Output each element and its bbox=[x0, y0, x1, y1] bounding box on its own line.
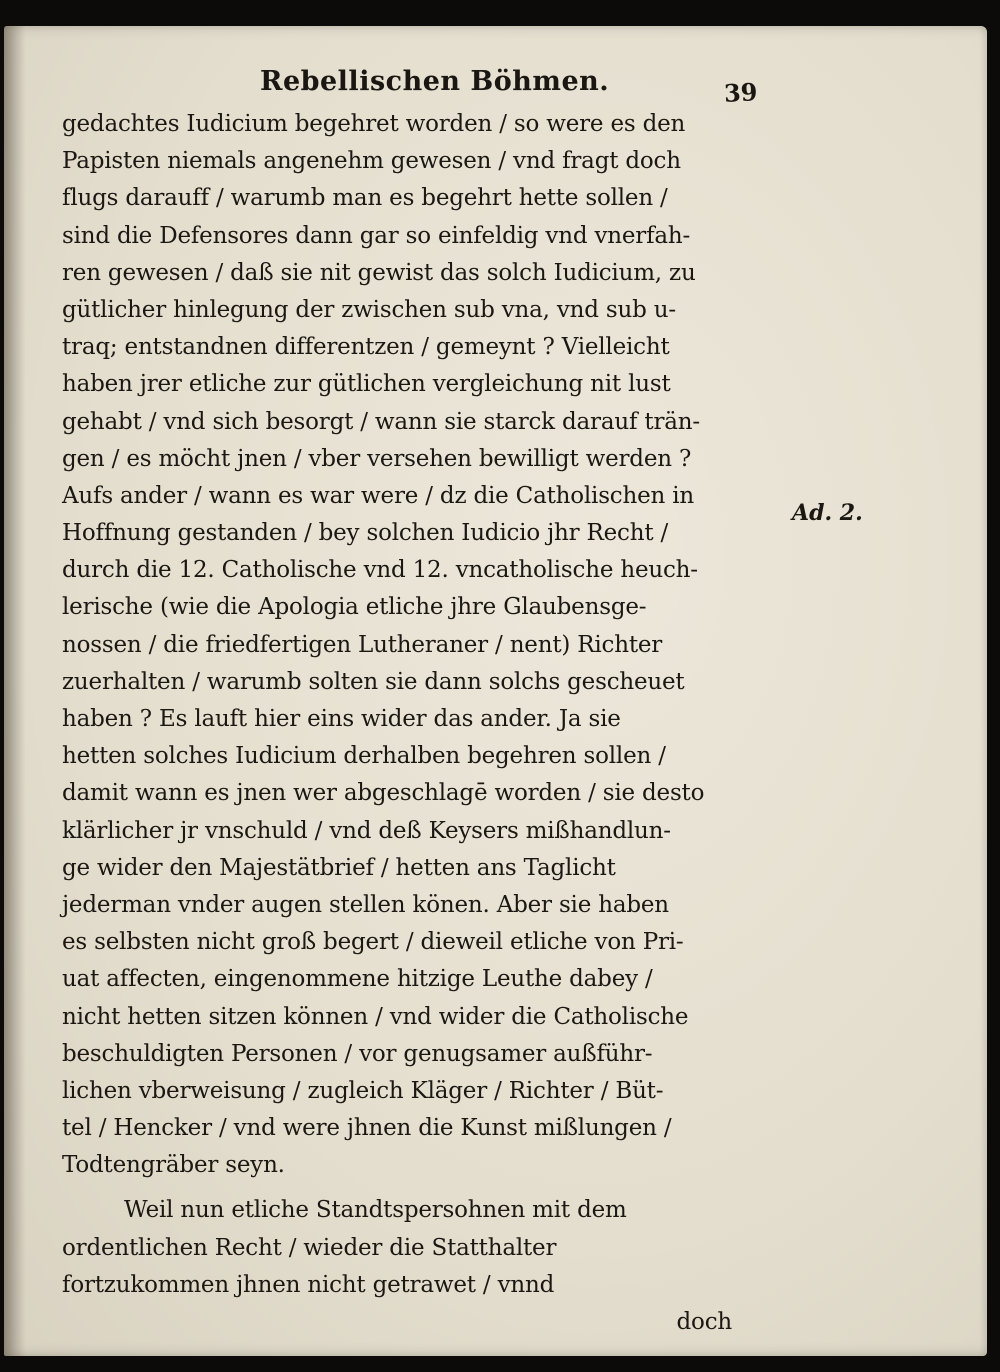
text-line: ren gewesen / daß sie nit gewist das solch Iudicium, zu bbox=[62, 259, 696, 286]
page-header bbox=[4, 66, 987, 106]
book-page bbox=[4, 26, 987, 1356]
text-line: es selbsten nicht groß begert / dieweil etliche von Pri- bbox=[62, 929, 684, 956]
text-line: Todtengräber seyn. bbox=[62, 1152, 285, 1179]
marginal-note: Ad. 2. bbox=[792, 500, 863, 526]
body-text bbox=[62, 106, 762, 1341]
text-line: fortzukommen jhnen nicht getrawet / vnnd bbox=[62, 1271, 555, 1298]
text-line: uat affecten, eingenommene hitzige Leuthe dabey / bbox=[62, 966, 653, 993]
text-line: lerische (wie die Apologia etliche jhre Glaubensge- bbox=[62, 594, 647, 621]
text-line: Aufs ander / wann es war were / dz die Catholischen in bbox=[62, 482, 694, 509]
text-line: tel / Hencker / vnd were jhnen die Kunst mißlungen / bbox=[62, 1115, 672, 1142]
text-line: zuerhalten / warumb solten sie dann solchs gescheuet bbox=[62, 668, 685, 695]
paragraph-gap bbox=[62, 1184, 762, 1192]
text-line: ordentlichen Recht / wieder die Statthalter bbox=[62, 1234, 557, 1261]
text-line: jederman vnder augen stellen könen. Aber sie haben bbox=[62, 891, 669, 918]
text-line: flugs darauff / warumb man es begehrt hette sollen / bbox=[62, 185, 668, 212]
page-gutter-shadow bbox=[4, 26, 26, 1356]
text-line: beschuldigten Personen / vor genugsamer außführ- bbox=[62, 1040, 653, 1067]
text-line: nossen / die friedfertigen Lutheraner / nent) Richter bbox=[62, 631, 663, 658]
text-line: hetten solches Iudicium derhalben begehren sollen / bbox=[62, 743, 666, 770]
text-line: haben ? Es lauft hier eins wider das ander. Ja sie bbox=[62, 706, 621, 732]
text-line: sind die Defensores dann gar so einfeldig vnd vnerfah- bbox=[62, 222, 691, 249]
text-line: gütlicher hinlegung der zwischen sub vna, vnd sub u- bbox=[62, 296, 676, 323]
text-line: gen / es möcht jnen / vber versehen bewilligt werden ? bbox=[62, 445, 692, 472]
text-line: lichen vberweisung / zugleich Kläger / Richter / Büt- bbox=[62, 1077, 664, 1104]
text-line: Weil nun etliche Standtspersohnen mit dem bbox=[124, 1197, 627, 1224]
running-title: Rebellischen Böhmen. bbox=[260, 66, 610, 97]
text-line: nicht hetten sitzen können / vnd wider die Catholische bbox=[62, 1003, 689, 1030]
text-line: gehabt / vnd sich besorgt / wann sie starck darauf trän- bbox=[62, 408, 700, 435]
text-line: damit wann es jnen wer abgeschlagē worden / sie desto bbox=[62, 780, 705, 807]
text-line: durch die 12. Catholische vnd 12. vncatholische heuch- bbox=[62, 557, 698, 584]
text-line: haben jrer etliche zur gütlichen vergleichung nit lust bbox=[62, 371, 671, 398]
text-line: gedachtes Iudicium begehret worden / so were es den bbox=[62, 111, 686, 137]
text-line: Papisten niemals angenehm gewesen / vnd fragt doch bbox=[62, 148, 681, 175]
catchword: doch bbox=[676, 1309, 732, 1335]
text-line: ge wider den Majestätbrief / hetten ans Taglicht bbox=[62, 854, 616, 881]
text-line: traq; entstandnen differentzen / gemeynt ? Vielleicht bbox=[62, 334, 670, 361]
text-line: klärlicher jr vnschuld / vnd deß Keysers mißhandlun- bbox=[62, 817, 671, 844]
text-line: Hoffnung gestanden / bey solchen Iudicio jhr Recht / bbox=[62, 520, 669, 547]
page-number: 39 bbox=[723, 77, 759, 108]
